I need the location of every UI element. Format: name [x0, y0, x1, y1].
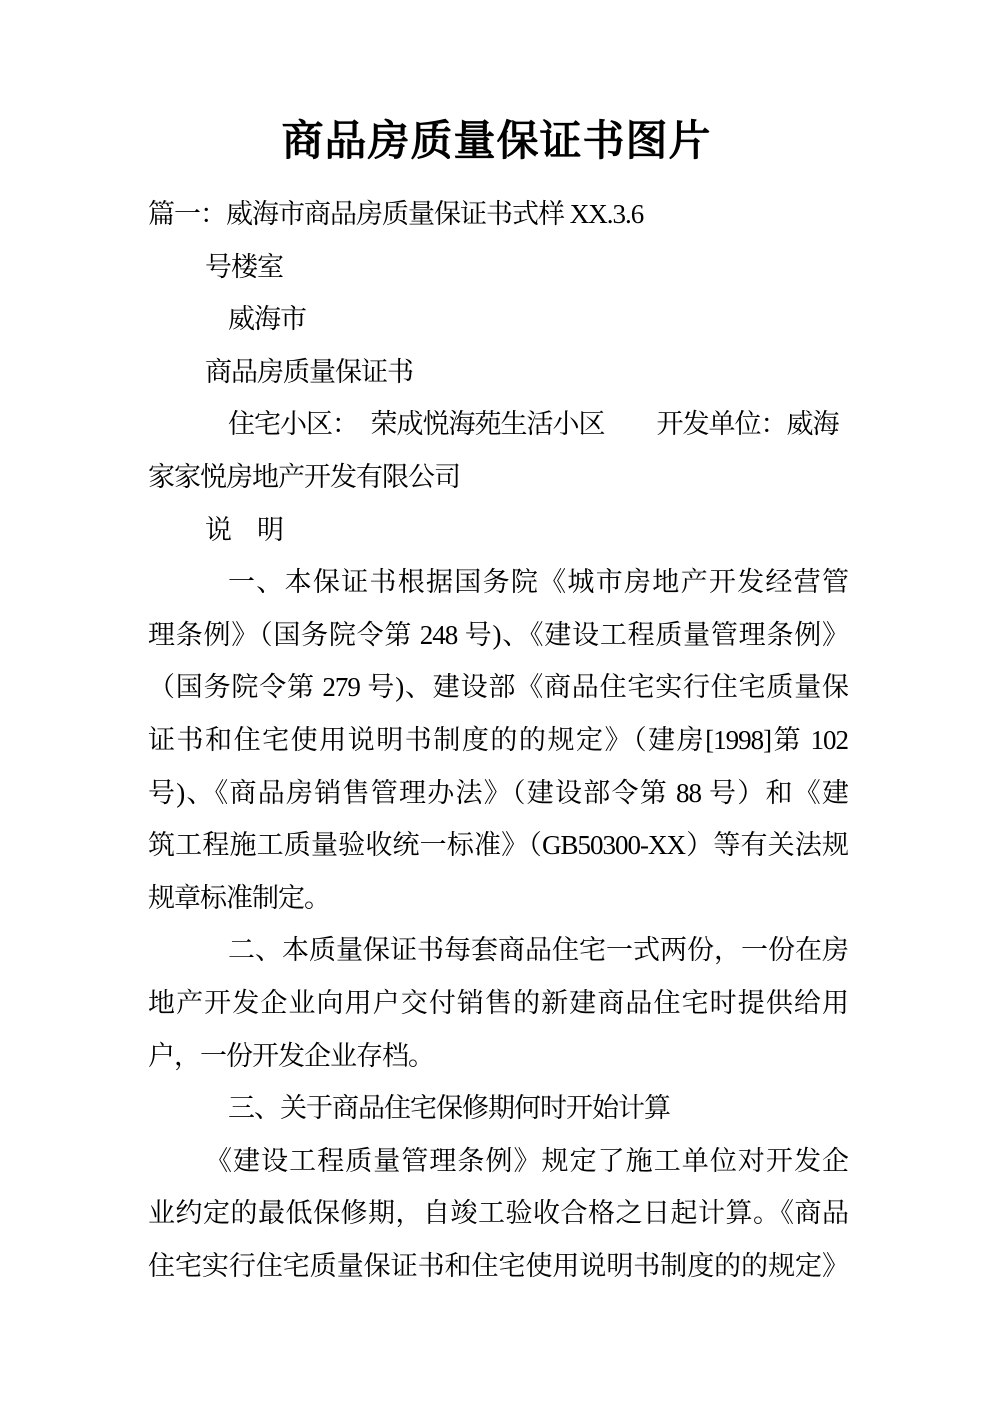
document-title: 商品房质量保证书图片 [281, 119, 712, 165]
text-line: 规章标准制定。 [148, 882, 330, 913]
text-line: 证书和住宅使用说明书制度的的规定》（建房[1998]第 102 [148, 724, 848, 755]
document-body [148, 188, 848, 1292]
text-line: （国务院令第 279 号)、建设部《商品住宅实行住宅质量保 [148, 672, 848, 703]
text-line: 业约定的最低保修期，自竣工验收合格之日起计算。《商品 [148, 1198, 848, 1229]
text-line: 威海市 [228, 304, 306, 335]
text-line: 理条例》（国务院令第 248 号)、《建设工程质量管理条例》 [148, 619, 848, 650]
text-line: 号楼室 [205, 251, 283, 282]
text-line: 住宅小区： 荣成悦海苑生活小区 开发单位：威海 [228, 409, 839, 440]
text-line: 三、关于商品住宅保修期何时开始计算 [228, 1093, 670, 1124]
text-line: 筑工程施工质量验收统一标准》（GB50300-XX）等有关法规 [148, 830, 848, 861]
text-line: 《建设工程质量管理条例》规定了施工单位对开发企 [205, 1145, 848, 1176]
text-line: 号)、《商品房销售管理办法》（建设部令第 88 号）和《建 [148, 777, 848, 808]
text-line: 商品房质量保证书 [205, 356, 413, 387]
text-line: 住宅实行住宅质量保证书和住宅使用说明书制度的的规定》 [148, 1250, 848, 1281]
text-line: 地产开发企业向用户交付销售的新建商品住宅时提供给用 [148, 987, 848, 1018]
text-line: 一、本保证书根据国务院《城市房地产开发经营管 [228, 567, 848, 598]
text-line: 说 明 [205, 514, 283, 545]
text-line: 篇一：威海市商品房质量保证书式样 XX.3.6 [148, 199, 644, 229]
text-line: 家家悦房地产开发有限公司 [148, 461, 460, 492]
text-line: 二、本质量保证书每套商品住宅一式两份，一份在房 [228, 935, 848, 966]
text-line: 户，一份开发企业存档。 [148, 1040, 434, 1071]
